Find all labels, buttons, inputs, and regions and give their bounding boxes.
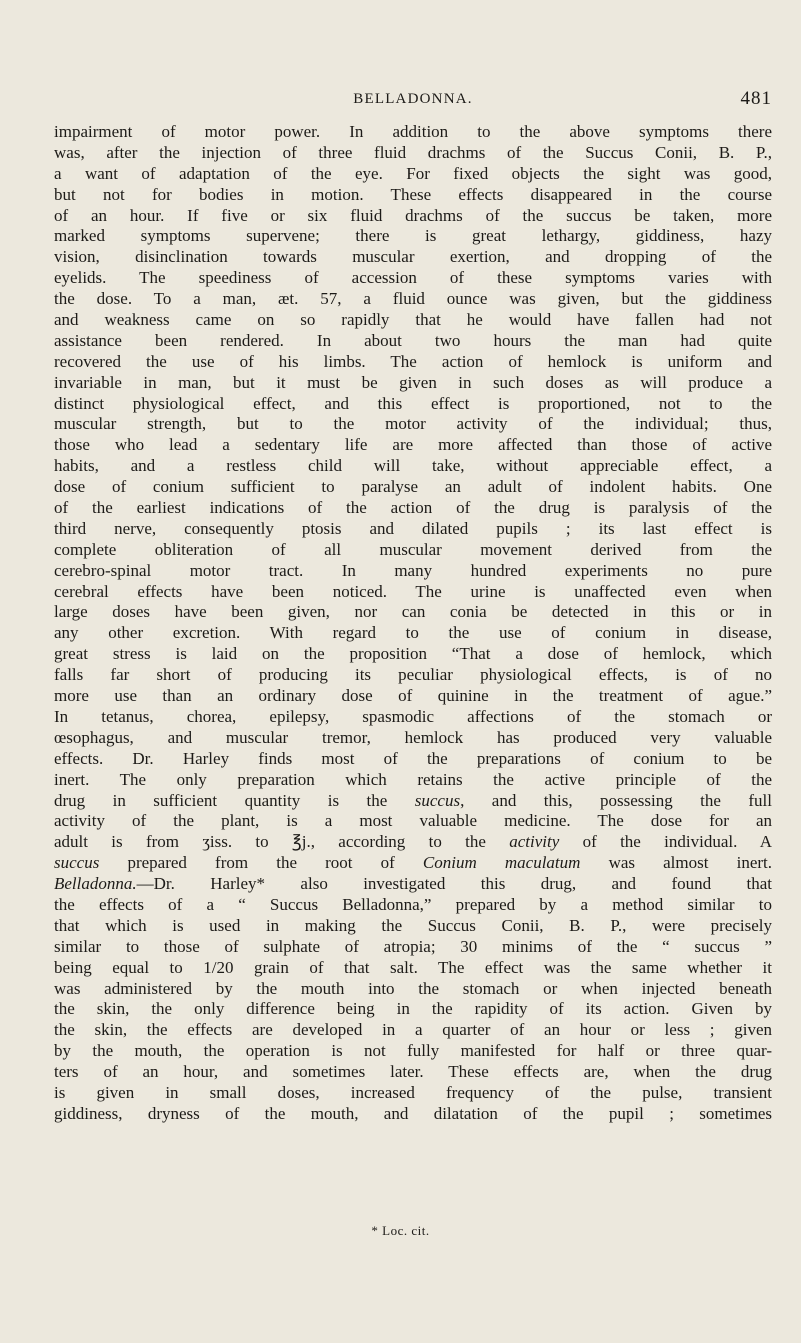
text-line <box>54 1062 772 1083</box>
line-text: is given in small doses, increased frequency of the pulse, transient <box>54 1082 772 1102</box>
text-line <box>54 874 772 895</box>
line-text: recovered the use of his limbs. The action of hemlock is uniform and <box>54 351 772 371</box>
italic-text: succus <box>414 790 461 810</box>
text-line <box>54 310 772 331</box>
line-text: invariable in man, but it must be given in such doses as will produce a <box>54 372 772 392</box>
line-text: great stress is laid on the proposition “That a dose of hemlock, which <box>54 644 772 664</box>
body-text <box>54 122 772 1125</box>
line-text: œsophagus, and muscular tremor, hemlock has produced very valuable <box>54 727 772 747</box>
line-text: those who lead a sedentary life are more affected than those of active <box>54 435 772 455</box>
text-line <box>54 1041 772 1062</box>
text-line <box>54 1083 772 1104</box>
text-line <box>54 686 772 707</box>
text-line <box>54 164 772 185</box>
text-line <box>54 435 772 456</box>
text-line <box>54 644 772 665</box>
text-line <box>54 143 772 164</box>
text-line <box>54 770 772 791</box>
line-text: more use than an ordinary dose of quinine in the treatment of ague.” <box>54 686 772 706</box>
line-text: complete obliteration of all muscular movement derived from the <box>54 539 772 559</box>
text-line <box>54 352 772 373</box>
line-text: falls far short of producing its peculiar physiological effects, is of no <box>54 665 772 685</box>
line-text: adult is from ʒiss. to ℥j., according to the <box>54 832 510 852</box>
text-line <box>54 623 772 644</box>
text-line <box>54 958 772 979</box>
line-text: In tetanus, chorea, epilepsy, spasmodic affections of the stomach or <box>54 706 772 726</box>
text-line <box>54 832 772 853</box>
line-text: assistance been rendered. In about two hours the man had quite <box>54 330 772 350</box>
line-text: of an hour. If five or six fluid drachms of the succus be taken, more <box>54 205 772 225</box>
line-text: marked symptoms supervene; there is great lethargy, giddiness, hazy <box>54 226 772 246</box>
line-text: the effects of a “ Succus Belladonna,” prepared by a method similar to <box>54 894 772 914</box>
text-line <box>54 206 772 227</box>
line-text: third nerve, consequently ptosis and dilated pupils ; its last effect is <box>54 518 772 538</box>
text-line <box>54 394 772 415</box>
line-text: a want of adaptation of the eye. For fixed objects the sight was good, <box>54 163 772 183</box>
line-text: that which is used in making the Succus Conii, B. P., were precisely <box>54 915 772 935</box>
line-text: impairment of motor power. In addition to the above symptoms there <box>54 122 772 141</box>
text-line <box>54 226 772 247</box>
text-line <box>54 582 772 603</box>
running-head <box>54 88 772 114</box>
text-line <box>54 853 772 874</box>
text-line <box>54 289 772 310</box>
line-text: but not for bodies in motion. These effects disappeared in the course <box>54 184 772 204</box>
text-line <box>54 602 772 623</box>
line-text: was almost inert. <box>580 853 772 873</box>
text-line <box>54 561 772 582</box>
page-number: 481 <box>740 88 772 109</box>
text-line <box>54 811 772 832</box>
text-line <box>54 1020 772 1041</box>
text-line <box>54 477 772 498</box>
line-text: cerebro-spinal motor tract. In many hundred experiments no pure <box>54 560 772 580</box>
line-text: prepared from the root of <box>99 853 423 873</box>
text-line <box>54 373 772 394</box>
italic-text: Belladonna. <box>54 874 137 894</box>
italic-text: Conium maculatum <box>422 853 581 873</box>
text-line <box>54 331 772 352</box>
line-text: any other excretion. With regard to the use of conium in disease, <box>54 623 772 643</box>
text-line <box>54 749 772 770</box>
text-line <box>54 728 772 749</box>
text-line <box>54 498 772 519</box>
italic-text: succus <box>54 853 100 873</box>
line-text: of the earliest indications of the action of the drug is paralysis of the <box>54 498 772 518</box>
line-text: the dose. To a man, æt. 57, a fluid ounce was given, but the giddiness <box>54 289 772 309</box>
line-text: eyelids. The speediness of accession of these symptoms varies with <box>54 268 772 288</box>
text-line <box>54 185 772 206</box>
text-line <box>54 937 772 958</box>
text-line <box>54 540 772 561</box>
line-text: of the individual. A <box>559 832 772 852</box>
text-line <box>54 665 772 686</box>
line-text: was administered by the mouth into the stomach or when injected beneath <box>54 978 772 998</box>
line-text: activity of the plant, is a most valuable medicine. The dose for an <box>54 811 772 831</box>
italic-text: activity <box>509 832 560 852</box>
line-text: by the mouth, the operation is not fully manifested for half or three quar- <box>54 1041 772 1061</box>
running-title: BELLADONNA. <box>353 91 473 107</box>
line-text: vision, disinclination towards muscular exertion, and dropping of the <box>54 247 772 267</box>
text-line <box>54 268 772 289</box>
line-text: being equal to 1/20 grain of that salt. The effect was the same whether it <box>54 957 772 977</box>
line-text: and weakness came on so rapidly that he would have fallen had not <box>54 310 772 330</box>
line-text: habits, and a restless child will take, without appreciable effect, a <box>54 456 772 476</box>
text-line <box>54 979 772 1000</box>
footnote: * Loc. cit. <box>371 1223 430 1238</box>
text-line <box>54 414 772 435</box>
line-text: dose of conium sufficient to paralyse an adult of indolent habits. One <box>54 477 772 497</box>
text-line <box>54 707 772 728</box>
text-line <box>54 519 772 540</box>
text-line <box>54 895 772 916</box>
line-text: the skin, the effects are developed in a quarter of an hour or less ; given <box>54 1020 772 1040</box>
line-text: —Dr. Harley* also investigated this drug, and found that <box>136 874 772 894</box>
line-text: giddiness, dryness of the mouth, and dilatation of the pupil ; sometimes <box>54 1103 772 1123</box>
line-text: cerebral effects have been noticed. The urine is unaffected even when <box>54 581 772 601</box>
line-text: effects. Dr. Harley finds most of the preparations of conium to be <box>54 748 772 768</box>
line-text: similar to those of sulphate of atropia; 30 minims of the “ succus ” <box>54 936 772 956</box>
line-text: ters of an hour, and sometimes later. These effects are, when the drug <box>54 1062 772 1082</box>
text-line <box>54 999 772 1020</box>
text-line <box>54 791 772 812</box>
line-text: was, after the injection of three fluid drachms of the Succus Conii, B. P., <box>54 142 772 162</box>
line-text: muscular strength, but to the motor activity of the individual; thus, <box>54 414 772 434</box>
text-line <box>54 916 772 937</box>
line-text: distinct physiological effect, and this effect is proportioned, not to the <box>54 393 772 413</box>
line-text: drug in sufficient quantity is the <box>54 790 415 810</box>
text-line <box>54 122 772 143</box>
line-text: large doses have been given, nor can conia be detected in this or in <box>54 602 772 622</box>
text-line <box>54 1104 772 1125</box>
line-text: inert. The only preparation which retains the active principle of the <box>54 769 772 789</box>
text-line <box>54 247 772 268</box>
text-line <box>54 456 772 477</box>
line-text: the skin, the only difference being in the rapidity of its action. Given by <box>54 999 772 1019</box>
line-text: , and this, possessing the full <box>460 790 772 810</box>
